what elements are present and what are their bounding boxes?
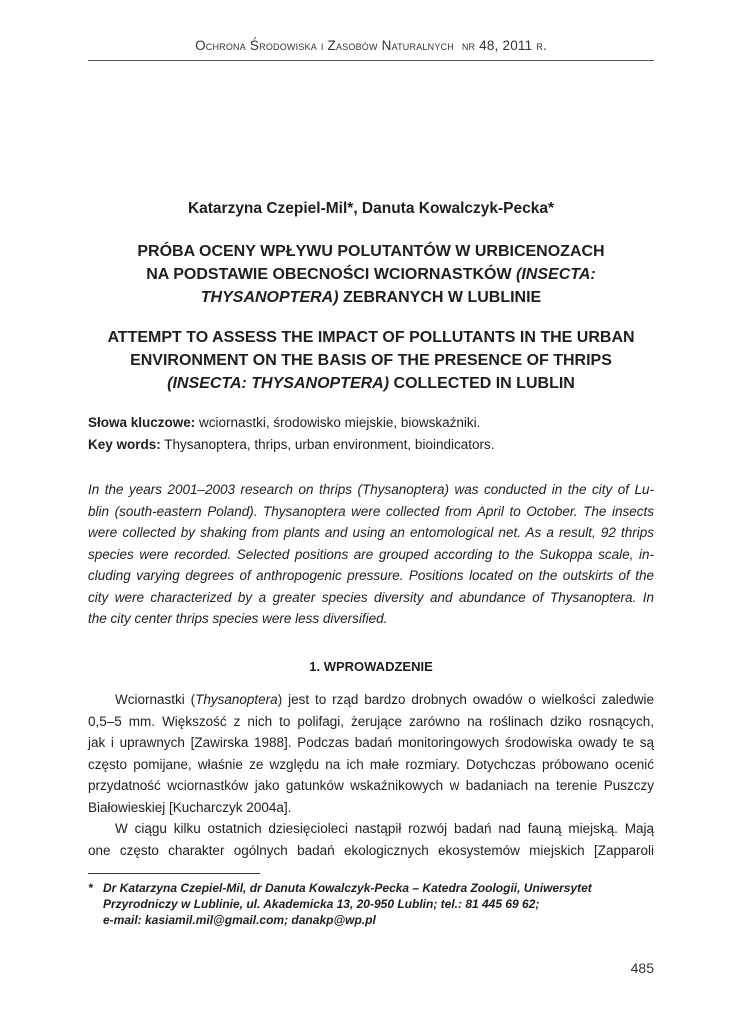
title-en-line-2: ENVIRONMENT ON THE BASIS OF THE PRESENCE OF THRIPS bbox=[130, 352, 612, 369]
header-rule bbox=[88, 60, 654, 61]
body-text-run: ) jest to rząd bardzo drobnych owadów o wielkości zaledwie bbox=[277, 692, 654, 707]
body-line: Białowieskiej [Kucharczyk 2004a]. bbox=[88, 799, 292, 815]
title-pl-line-2-italic: (INSECTA: bbox=[516, 266, 596, 283]
keywords-en-label: Key words: bbox=[88, 437, 161, 452]
title-pl-line-3-text: ZEBRANYCH W LUBLINIE bbox=[343, 289, 542, 306]
keywords-english bbox=[88, 436, 654, 454]
footnote-rule bbox=[88, 873, 260, 874]
authors: Katarzyna Czepiel-Mil*, Danuta Kowalczyk-Pecka* bbox=[187, 200, 555, 217]
keywords-pl-text: wciornastki, środowisko miejskie, biowskaźniki. bbox=[199, 415, 481, 430]
keywords-en-text: Thysanoptera, thrips, urban environment, bioindicators. bbox=[164, 437, 495, 452]
abstract-line: were collected by shaking from plants and using an entomological net. As a result, 92 thrips bbox=[88, 525, 654, 540]
body-line: one często charakter ogólnych badań ekologicznych ekosystemów miejskich [Zapparoli bbox=[88, 842, 654, 858]
abstract-line: city were characterized by a greater species diversity and abundance of Thysanoptera. In bbox=[88, 589, 654, 605]
title-en-line-1: ATTEMPT TO ASSESS THE IMPACT OF POLLUTANTS IN THE URBAN bbox=[107, 329, 635, 346]
journal-name: Ochrona Środowiska i Zasobów Naturalnych bbox=[195, 38, 454, 53]
abstract-line: the city center thrips species were less diversified. bbox=[88, 611, 388, 626]
body-line: W ciągu kilku ostatnich dziesięcioleci nastąpił rozwój badań nad fauną miejską. Mają bbox=[115, 821, 654, 836]
title-en-line-3-text: COLLECTED IN LUBLIN bbox=[393, 375, 575, 392]
title-en-line-3-italic: (INSECTA: THYSANOPTERA) bbox=[167, 375, 390, 392]
title-pl-line-3-italic: THYSANOPTERA) bbox=[200, 289, 339, 306]
body-line bbox=[88, 689, 654, 711]
running-header bbox=[88, 38, 654, 53]
title-pl-line-3 bbox=[80, 286, 662, 309]
title-en-line-3 bbox=[80, 372, 662, 395]
footnote bbox=[88, 880, 654, 928]
keywords-pl-label: Słowa kluczowe: bbox=[88, 415, 196, 430]
abstract bbox=[88, 479, 654, 630]
body-line: 0,5–5 mm. Większość z nich to polifagi, żerujące zarówno na roślinach dziko rosnących, bbox=[88, 713, 654, 729]
title-pl-line-1: PRÓBA OCENY WPŁYWU POLUTANTÓW W URBICENOZACH bbox=[137, 243, 605, 260]
title-pl-line-2 bbox=[80, 263, 662, 286]
abstract-line: In the years 2001–2003 research on thrips (Thysanoptera) was conducted in the city of Lu- bbox=[88, 482, 654, 497]
body-italic-term: Thysanoptera bbox=[195, 692, 278, 707]
footnote-line: e-mail: kasiamil.mil@gmail.com; danakp@wp.pl bbox=[103, 913, 376, 927]
title-english bbox=[80, 326, 662, 395]
body-line: przydatność wciornastków jako gatunków wskaźnikowych w badaniach na terenie Puszczy bbox=[88, 778, 654, 793]
body-text bbox=[88, 689, 654, 861]
abstract-line: cluding varying degrees of anthropogenic pressure. Positions located on the outskirts of the bbox=[88, 568, 654, 583]
body-line: jak i uprawnych [Zawirska 1988]. Podczas badań monitoringowych środowiska owady te są bbox=[88, 735, 654, 750]
keywords-polish bbox=[88, 414, 654, 432]
page-number: 485 bbox=[630, 960, 654, 976]
journal-issue: nr 48, 2011 r. bbox=[461, 38, 547, 53]
abstract-line: species were recorded. Selected positions are grouped according to the Sukoppa scale, in- bbox=[88, 546, 654, 562]
body-line: często pomijane, właśnie ze względu na ich małe rozmiary. Dotychczas próbowano ocenić bbox=[88, 756, 654, 772]
title-polish bbox=[80, 240, 662, 309]
section-heading: 1. WPROWADZENIE bbox=[309, 659, 433, 674]
footnote-line: Dr Katarzyna Czepiel-Mil, dr Danuta Kowalczyk-Pecka – Katedra Zoologii, Uniwersytet bbox=[103, 881, 592, 895]
title-pl-line-2-text: NA PODSTAWIE OBECNOŚCI WCIORNASTKÓW bbox=[146, 266, 512, 283]
abstract-line: blin (south-eastern Poland). Thysanoptera were collected from April to October. The insects bbox=[88, 503, 654, 519]
footnote-marker: * bbox=[88, 881, 93, 895]
body-text-run: Wciornastki ( bbox=[115, 692, 196, 707]
footnote-line: Przyrodniczy w Lublinie, ul. Akademicka 13, 20-950 Lublin; tel.: 81 445 69 62; bbox=[103, 897, 540, 911]
